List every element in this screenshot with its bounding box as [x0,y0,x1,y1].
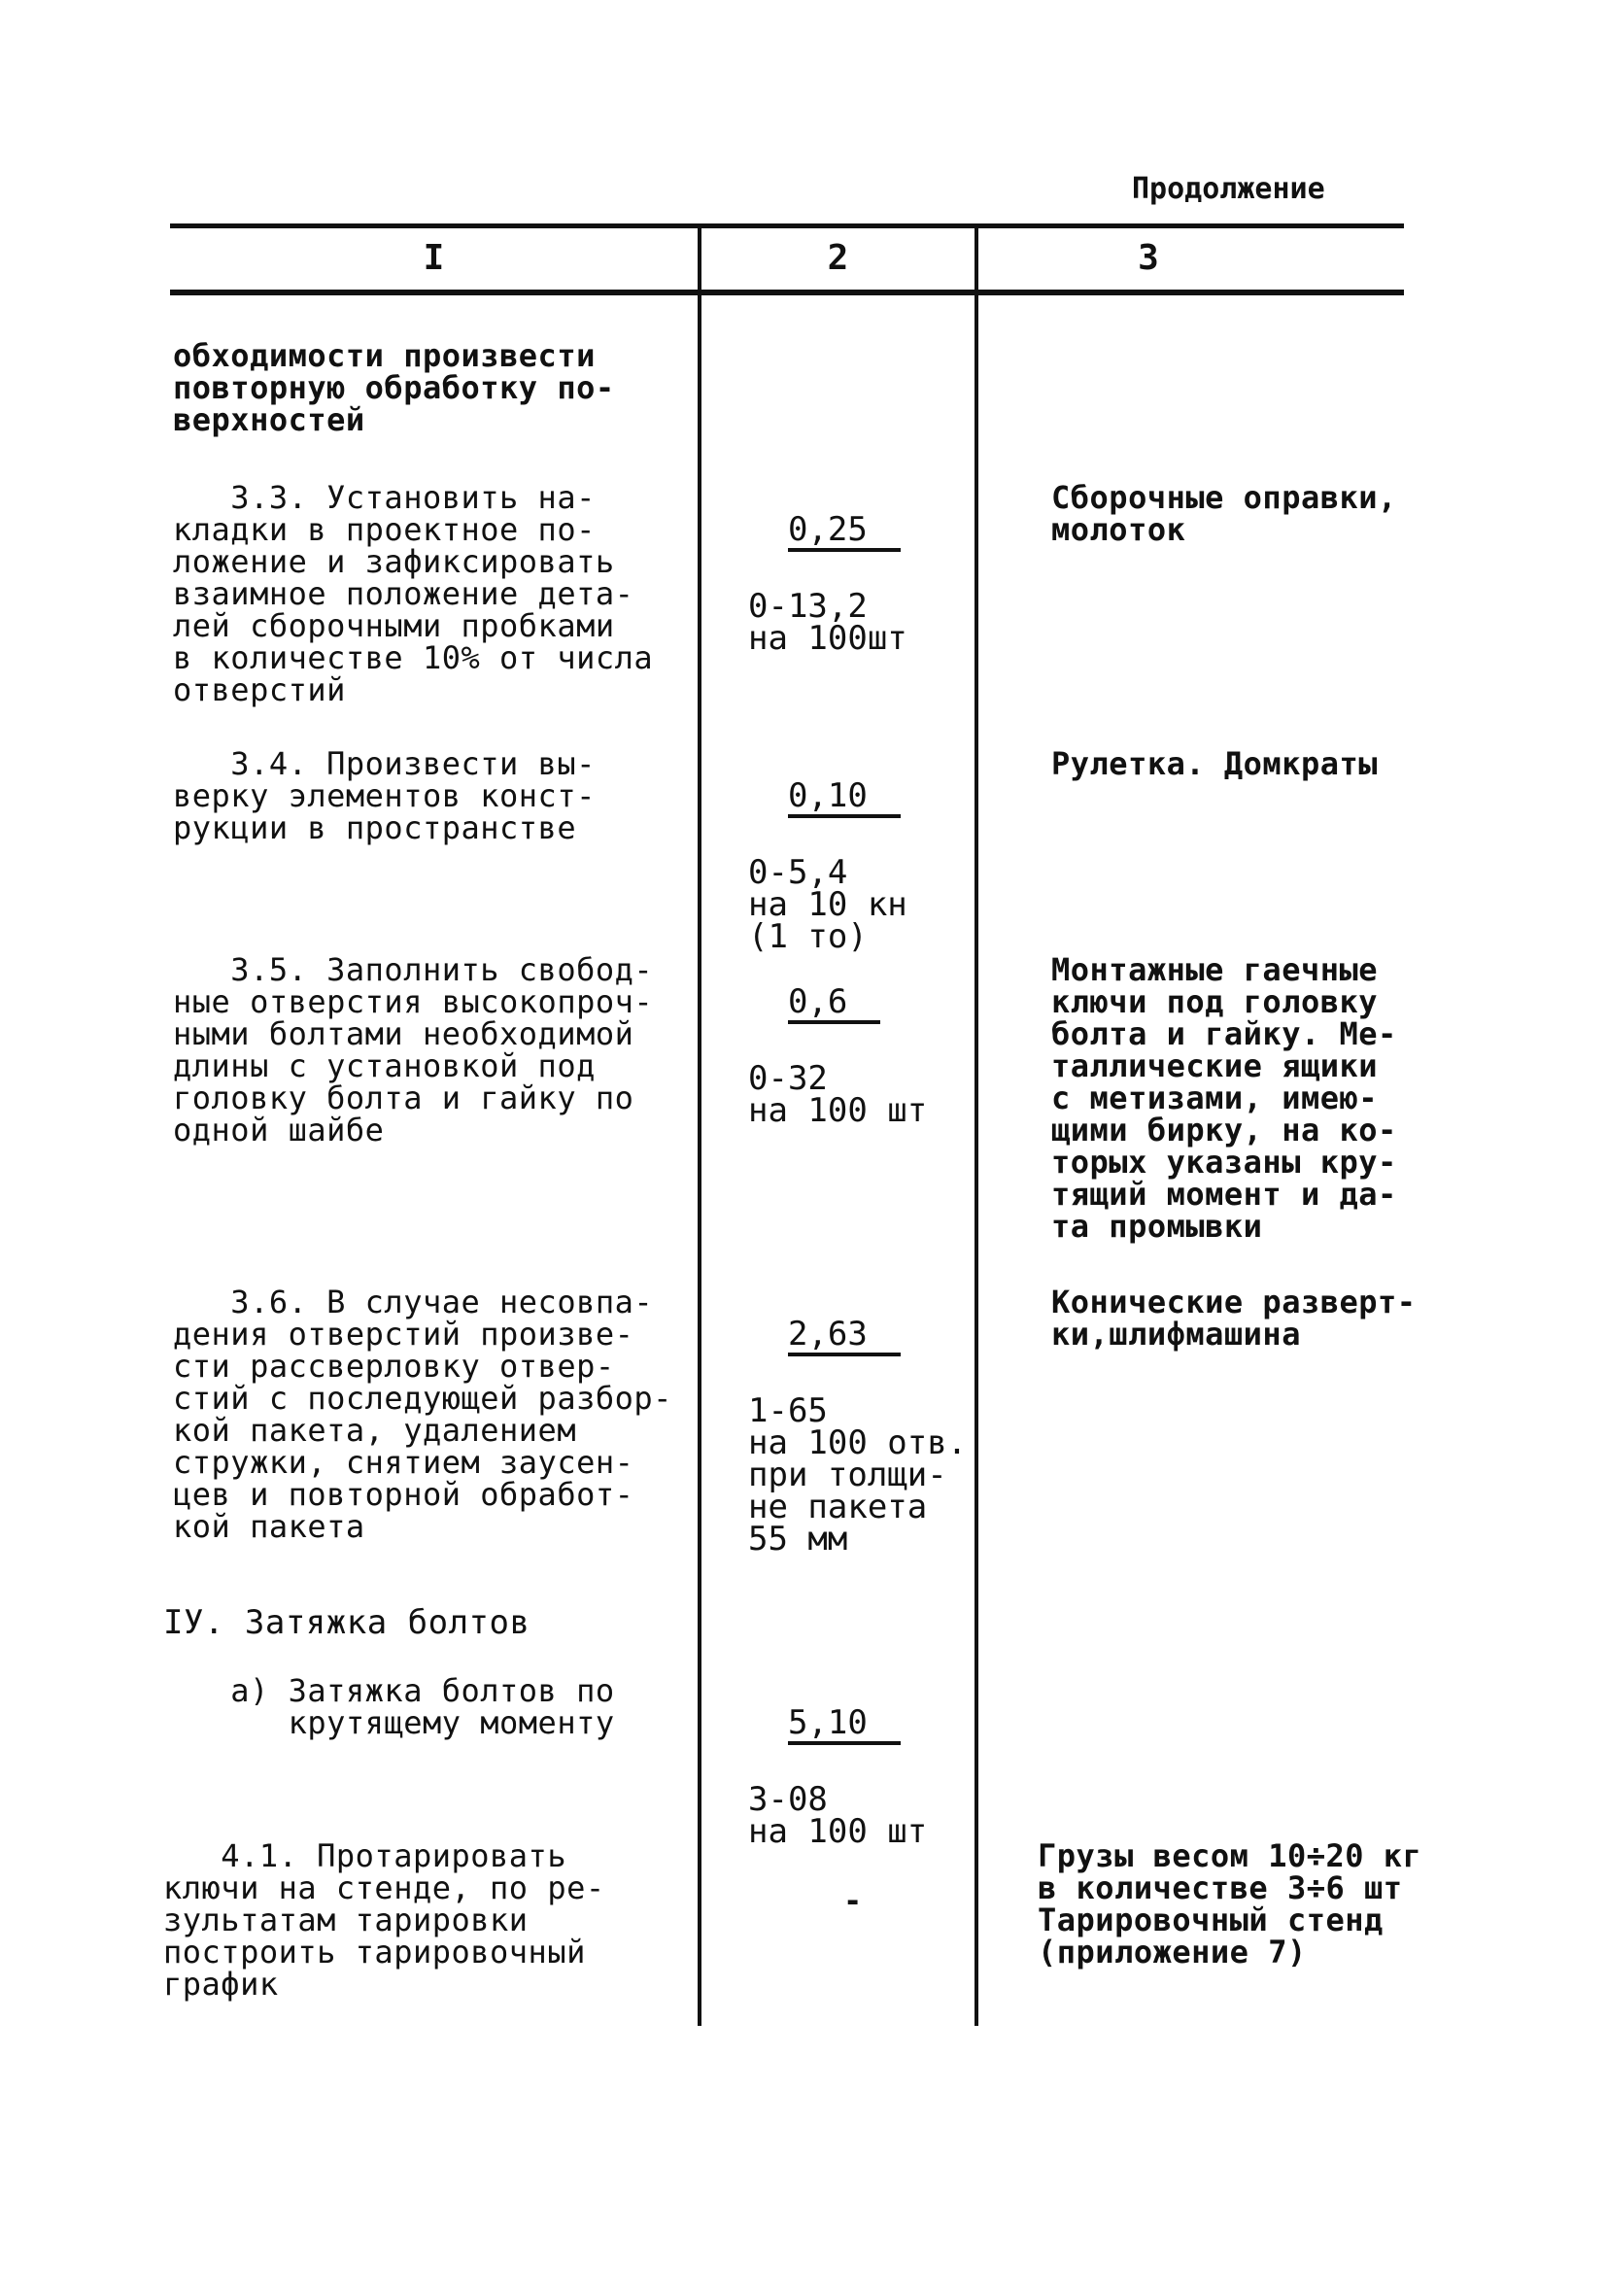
norm-a-bottom: 3-08 на 100 шт [748,1780,928,1851]
tools-4-1: Грузы весом 10÷20 кг в количестве 3÷6 шт Тарировочный стенд (приложение 7) [1038,1837,1422,1970]
row-text-3-6: 3.6. В случае несовпа- дения отверстий произве- сти рассверловку отвер- стий с последующей разбор- кой пакета, удалением стружки, снятием заусен- цев и повторной обработ- кой пакета [173,1284,672,1545]
row-text-4-1: 4.1. Протарировать ключи на стенде, по ре- зультатам тарировки построить тарировочный график [163,1837,605,2003]
norm-3-6-top: 2,63 [788,1318,901,1356]
norm-3-5 [748,952,927,1160]
row-text-3-4: 3.4. Произвести вы- верку элементов конст- рукции в пространстве [173,745,596,846]
norm-3-5-top: 0,6 [788,985,880,1024]
norm-3-3 [748,480,907,688]
norm-3-6-bottom: 1-65 на 100 отв. при толщи- не пакета 55 мм [748,1391,968,1559]
table-top-rule [170,223,1404,228]
norm-3-3-top: 0,25 [788,513,901,552]
norm-3-3-bottom: 0-13,2 на 100шт [748,587,907,658]
norm-3-4 [748,746,907,986]
norm-a [748,1673,927,1881]
norm-3-4-top: 0,10 [788,779,901,818]
norm-3-6 [748,1285,967,1589]
norm-4-1-dash: - [843,1882,863,1919]
header-bottom-rule [170,290,1404,295]
norm-3-5-bottom: 0-32 на 100 шт [748,1059,928,1130]
row-text-a: а) Затяжка болтов по крутящему моменту [230,1672,615,1741]
header-col-2: 2 [827,238,849,278]
header-col-3: 3 [1138,238,1159,278]
row-text-continuation: обходимости произвести повторную обработку по- верхностей [173,337,615,438]
norm-3-4-bottom: 0-5,4 на 10 кн (1 то) [748,853,907,956]
tools-3-5: Монтажные гаечные ключи под головку болта и гайку. Ме- таллические ящики с метизами, имею- щими бирку, на ко- торых указаны кру- тящий момент и да- та промывки [1051,951,1397,1245]
norm-a-top: 5,10 [788,1706,901,1745]
section-heading-iv: IУ. Затяжка болтов [163,1603,530,1642]
tools-3-4: Рулетка. Домкраты [1051,745,1379,782]
tools-3-3: Сборочные оправки, молоток [1051,479,1397,548]
row-text-3-3: 3.3. Установить на- кладки в проектное по- ложение и зафиксировать взаимное положение дета- лей сборочными пробками в количестве 10% от числа отверстий [173,479,654,708]
column-divider-2 [974,223,978,2026]
header-col-1: I [423,238,445,278]
tools-3-6: Конические разверт- ки,шлифмашина [1051,1284,1417,1353]
continuation-label: Продолжение [1132,172,1325,206]
row-text-3-5: 3.5. Заполнить свобод- ные отверстия высокопроч- ными болтами необходимой длины с установкой под головку болта и гайку по одной шайбе [173,951,654,1148]
column-divider-1 [698,223,701,2026]
